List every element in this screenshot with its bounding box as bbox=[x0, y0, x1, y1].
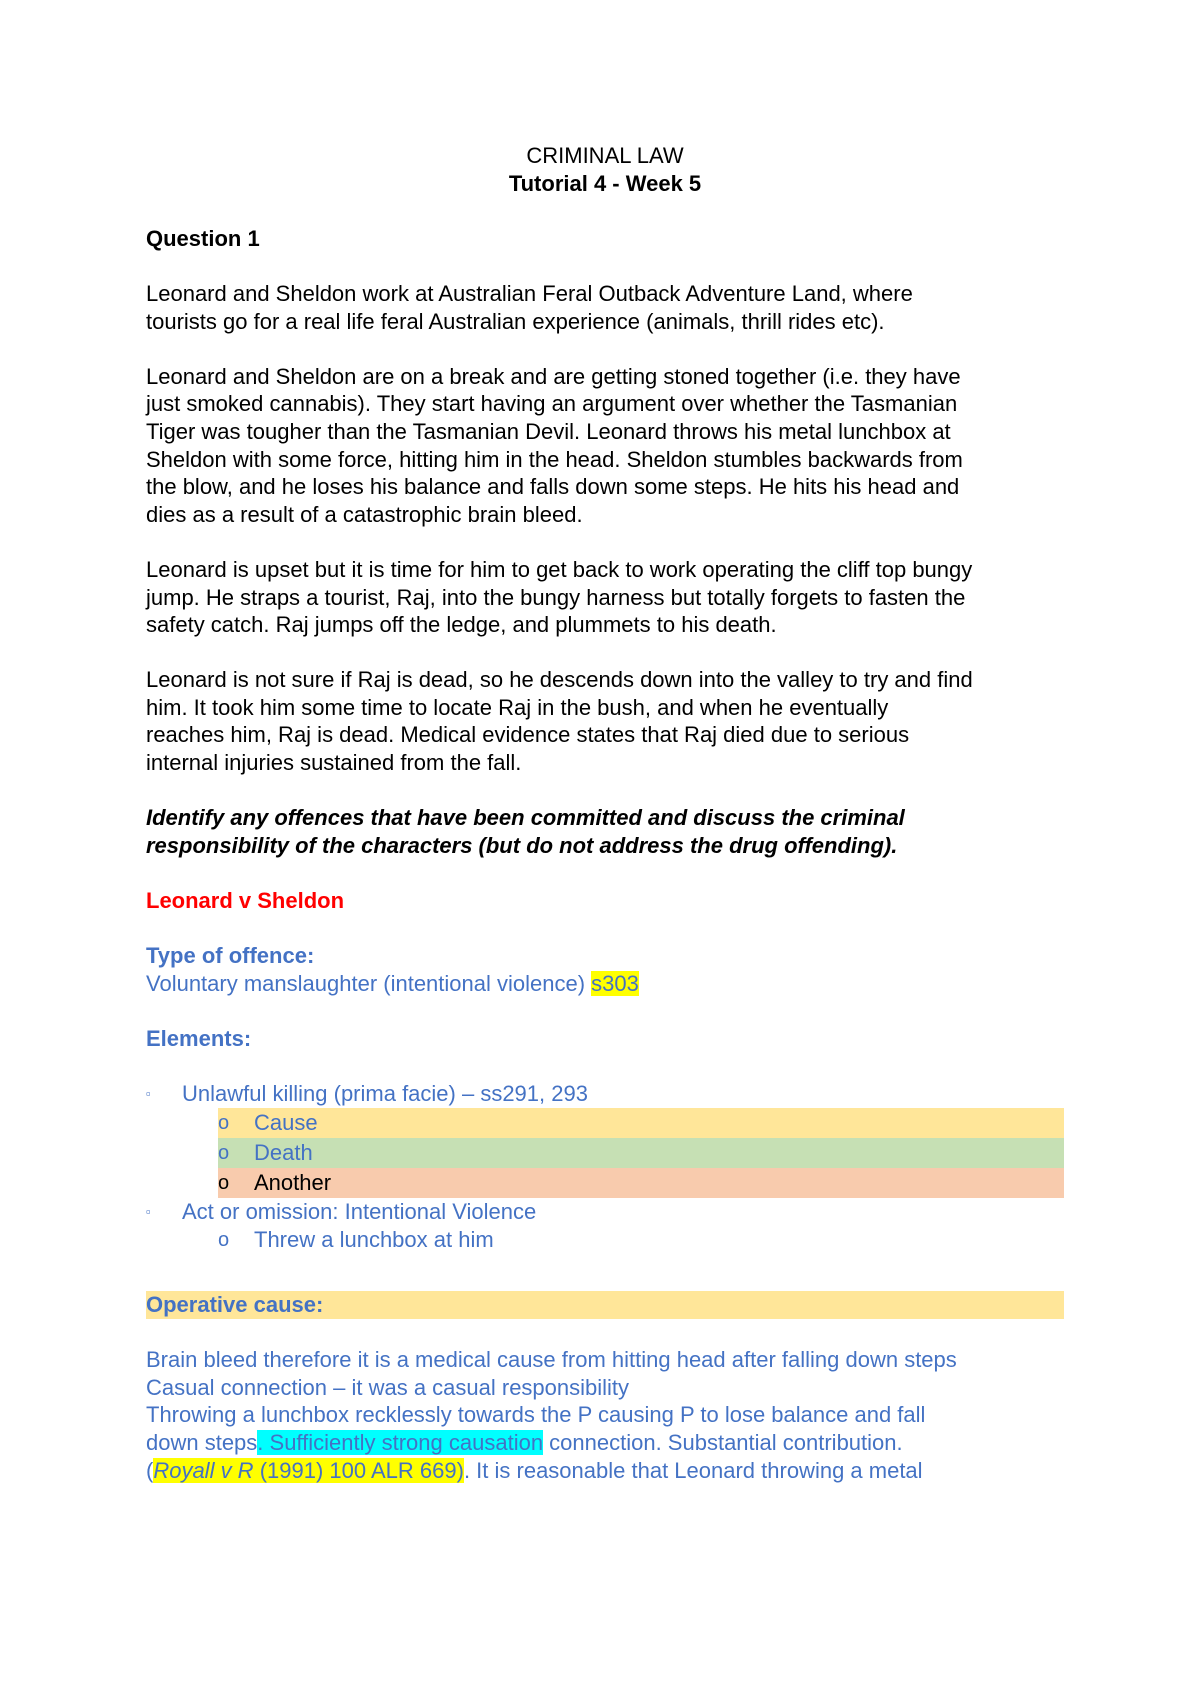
question-paragraph-2 bbox=[146, 363, 1064, 529]
text-span: down steps bbox=[146, 1429, 258, 1455]
operative-cause-body bbox=[146, 1346, 1064, 1484]
text-line: Tiger was tougher than the Tasmanian Devil. Leonard throws his metal lunchbox at bbox=[146, 418, 951, 444]
text-line: responsibility of the characters (but do not address the drug offending). bbox=[146, 832, 898, 858]
text-span: . It is reasonable that Leonard throwing a metal bbox=[463, 1457, 923, 1483]
offence-text: Voluntary manslaughter (intentional violence) bbox=[146, 970, 592, 996]
operative-cause-heading: Operative cause: bbox=[146, 1291, 1064, 1319]
list-item-text: Act or omission: Intentional Violence bbox=[182, 1198, 537, 1224]
list-subitem bbox=[218, 1168, 1064, 1198]
text-line: Brain bleed therefore it is a medical cause from hitting head after falling down steps bbox=[146, 1347, 957, 1373]
text-line: Sheldon with some force, hitting him in the head. Sheldon stumbles backwards from bbox=[146, 446, 963, 472]
list-subitem bbox=[218, 1138, 1064, 1168]
text-span: ( bbox=[146, 1457, 154, 1483]
offence-section: s303 bbox=[591, 970, 639, 996]
text-line: the blow, and he loses his balance and falls down some steps. He hits his head and bbox=[146, 474, 960, 500]
case-citation: (1991) 100 ALR 669) bbox=[253, 1457, 464, 1483]
text-line: jump. He straps a tourist, Raj, into the bungy harness but totally forgets to fasten the bbox=[146, 584, 966, 610]
circle-bullet-icon: o bbox=[218, 1229, 230, 1252]
list-subitem-text: Another bbox=[254, 1169, 332, 1195]
text-line: Leonard and Sheldon work at Australian Feral Outback Adventure Land, where bbox=[146, 280, 913, 306]
text-line bbox=[146, 1457, 1064, 1485]
bullet-icon: ▫ bbox=[146, 1203, 151, 1219]
list-subitem-text: Threw a lunchbox at him bbox=[254, 1227, 494, 1253]
list-subitem-text: Death bbox=[254, 1139, 313, 1165]
offence-line bbox=[146, 970, 1064, 998]
bullet-icon: ▫ bbox=[146, 1086, 151, 1102]
list-item-text: Unlawful killing (prima facie) – ss291, 293 bbox=[182, 1081, 588, 1107]
text-line: Leonard is not sure if Raj is dead, so he descends down into the valley to try and find bbox=[146, 667, 973, 693]
question-instruction bbox=[146, 804, 1064, 859]
document-title: CRIMINAL LAW bbox=[526, 143, 684, 168]
highlighted-text: . Sufficiently strong causation bbox=[257, 1429, 544, 1455]
document-page bbox=[146, 142, 1064, 1484]
text-line bbox=[146, 1429, 1064, 1457]
elements-heading: Elements: bbox=[146, 1026, 252, 1051]
list-item bbox=[146, 1198, 1064, 1226]
circle-bullet-icon: o bbox=[218, 1171, 230, 1194]
question-paragraph-3 bbox=[146, 556, 1064, 639]
circle-bullet-icon: o bbox=[218, 1111, 230, 1134]
document-subtitle: Tutorial 4 - Week 5 bbox=[508, 170, 702, 196]
case-heading: Leonard v Sheldon bbox=[146, 888, 345, 914]
list-item bbox=[146, 1080, 1064, 1108]
text-line: reaches him, Raj is dead. Medical evidence states that Raj died due to serious bbox=[146, 722, 910, 748]
question-heading: Question 1 bbox=[146, 225, 260, 251]
question-paragraph-1 bbox=[146, 280, 1064, 335]
text-line: Leonard and Sheldon are on a break and are getting stoned together (i.e. they have bbox=[146, 363, 961, 389]
circle-bullet-icon: o bbox=[218, 1141, 230, 1164]
text-line: him. It took him some time to locate Raj in the bush, and when he eventually bbox=[146, 694, 889, 720]
text-line: Throwing a lunchbox recklessly towards the P causing P to lose balance and fall bbox=[146, 1402, 926, 1428]
list-subitem bbox=[218, 1225, 1064, 1255]
text-line: internal injuries sustained from the fall. bbox=[146, 750, 522, 776]
text-line: tourists go for a real life feral Australian experience (animals, thrill rides etc). bbox=[146, 308, 885, 334]
text-line: just smoked cannabis). They start having an argument over whether the Tasmanian bbox=[146, 391, 958, 417]
text-line: Leonard is upset but it is time for him to get back to work operating the cliff top bungy bbox=[146, 556, 973, 582]
list-subitem bbox=[218, 1108, 1064, 1138]
text-line: Casual connection – it was a casual responsibility bbox=[146, 1374, 630, 1400]
text-span: connection. Substantial contribution. bbox=[543, 1429, 903, 1455]
text-line: Identify any offences that have been committed and discuss the criminal bbox=[146, 805, 905, 831]
offence-heading: Type of offence: bbox=[146, 943, 315, 969]
text-line: safety catch. Raj jumps off the ledge, and plummets to his death. bbox=[146, 612, 777, 638]
question-paragraph-4 bbox=[146, 666, 1064, 776]
list-subitem-text: Cause bbox=[254, 1109, 318, 1135]
case-name: Royall v R bbox=[153, 1457, 254, 1483]
text-line: dies as a result of a catastrophic brain bleed. bbox=[146, 501, 583, 527]
